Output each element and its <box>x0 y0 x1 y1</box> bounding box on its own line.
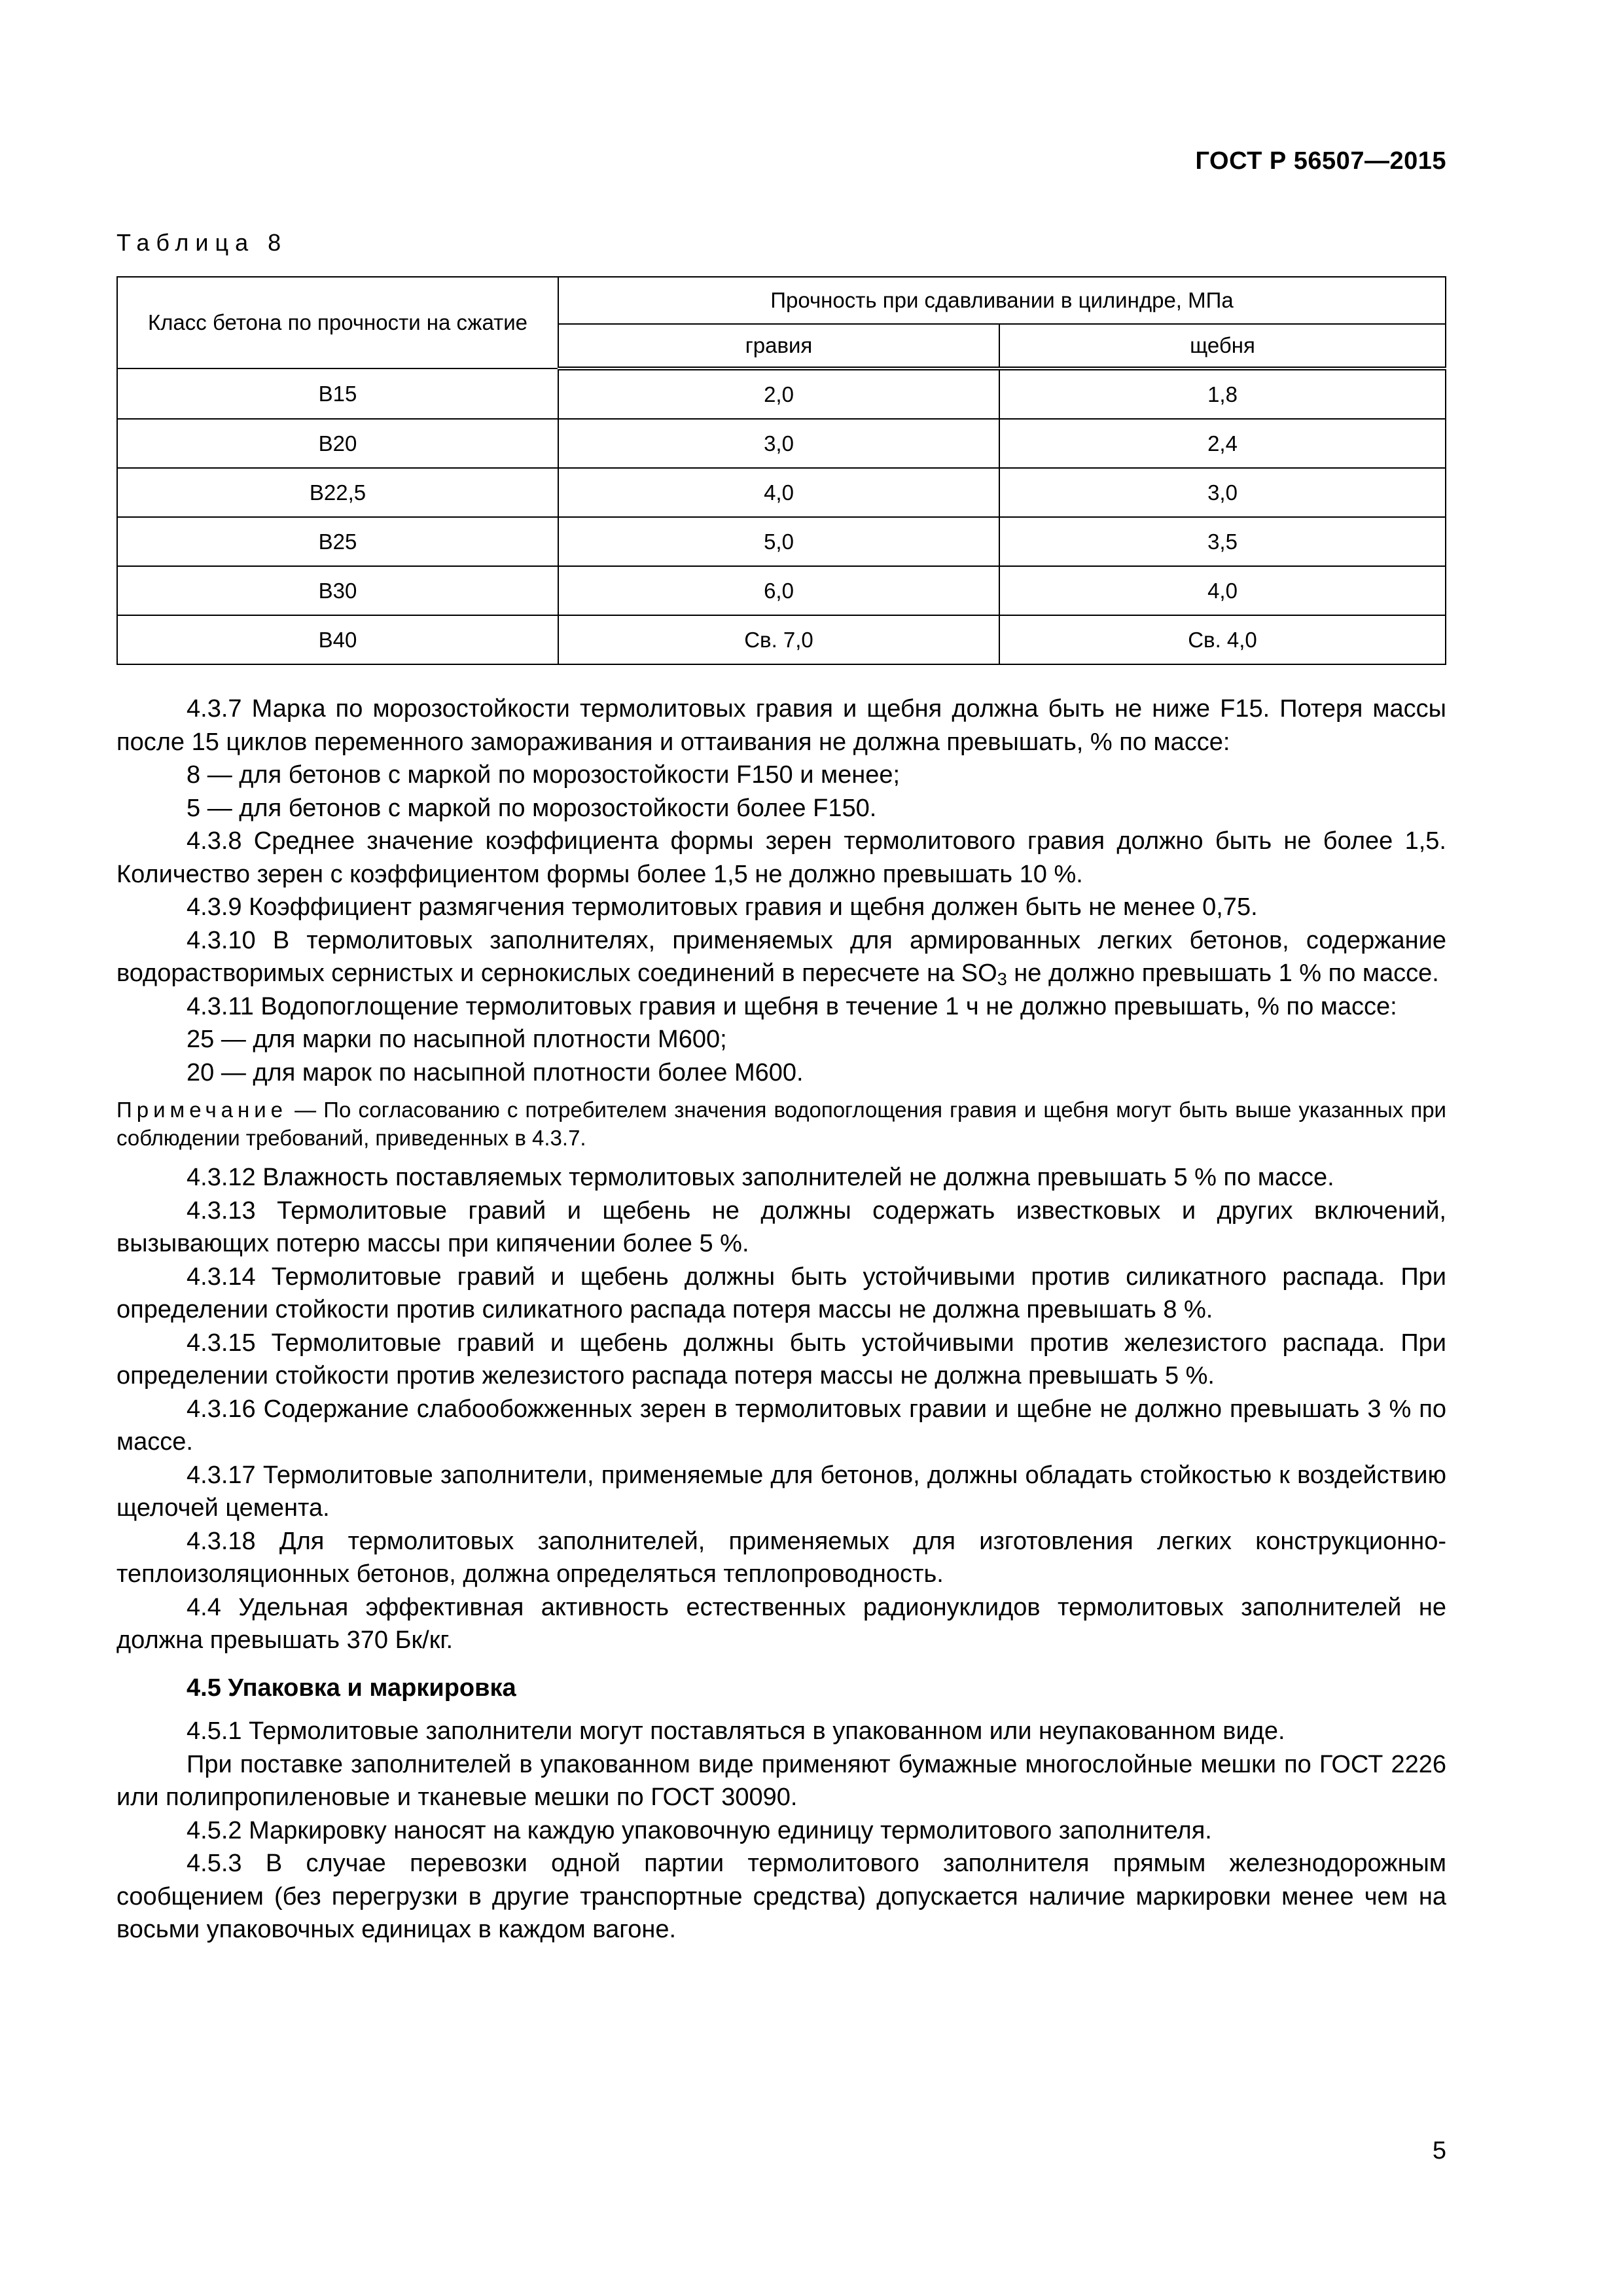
table-caption: Таблица 8 <box>116 229 288 256</box>
table-row <box>117 517 1446 566</box>
cell-class: В15 <box>117 368 558 419</box>
paragraph-text: не должно превышать 1 % по массе. <box>1007 960 1439 987</box>
cell-class: В40 <box>117 615 558 664</box>
paragraph-4-3-9: 4.3.9 Коэффициент размягчения термолитовых гравия и щебня должен быть не менее 0,75. <box>187 893 1258 921</box>
list-item: 20 — для марок по насыпной плотности более М600. <box>187 1058 804 1086</box>
paragraph-4-5-2: 4.5.2 Маркировку наносят на каждую упаковочную единицу термолитового заполнителя. <box>187 1816 1212 1844</box>
cell-crushed: Св. 4,0 <box>999 615 1446 664</box>
paragraph-4-5-3: 4.5.3 В случае перевозки одной партии термолитового заполнителя прямым железнодорожным сообщением (без перегрузки в другие транспортные средства) допускается наличие маркировки менее чем на восьми упаковочных единицах в каждом вагоне. <box>116 1850 1446 1943</box>
cell-crushed: 3,0 <box>999 468 1446 517</box>
col-header-crush-strength: Прочность при сдавливании в цилиндре, МПа <box>558 277 1446 324</box>
note <box>116 1096 1446 1152</box>
paragraph-4-3-18: 4.3.18 Для термолитовых заполнителей, применяемых для изготовления легких конструкционно-теплоизоляционных бетонов, должна определяться теплопроводность. <box>116 1527 1446 1588</box>
paragraph-4-3-13: 4.3.13 Термолитовые гравий и щебень не должны содержать известковых и других включений, вызывающих потерю массы при кипячении более 5 %. <box>116 1196 1446 1257</box>
cell-gravel: 5,0 <box>558 517 999 566</box>
paragraph-4-3-12: 4.3.12 Влажность поставляемых термолитовых заполнителей не должна превышать 5 % по массе. <box>187 1164 1334 1191</box>
cell-class: В20 <box>117 419 558 468</box>
paragraph-4-5-1-b: При поставке заполнителей в упакованном виде применяют бумажные многослойные мешки по ГОСТ 2226 или полипропиленовые и тканевые мешки по ГОСТ 30090. <box>116 1750 1446 1811</box>
paragraph-4-3-8: 4.3.8 Среднее значение коэффициента формы зерен термолитового гравия должно быть не более 1,5. Количество зерен с коэффициентом формы более 1,5 не должно превышать 10 %. <box>116 827 1446 888</box>
subscript: 3 <box>997 969 1007 989</box>
cell-class: В22,5 <box>117 468 558 517</box>
table-row <box>117 368 1446 419</box>
cell-gravel: 2,0 <box>558 368 999 419</box>
paragraph-4-3-14: 4.3.14 Термолитовые гравий и щебень должны быть устойчивыми против силикатного распада. При определении стойкости против силикатного распада потеря массы не должна превышать 8 %. <box>116 1263 1446 1323</box>
paragraph-4-3-16: 4.3.16 Содержание слабообожженных зерен в термолитовых гравии и щебне не должно превышать 3 % по массе. <box>116 1395 1446 1456</box>
list-item: 25 — для марки по насыпной плотности М600; <box>187 1026 727 1053</box>
paragraph-4-3-7: 4.3.7 Марка по морозостойкости термолитовых гравия и щебня должна быть не ниже F15. Потеря массы после 15 циклов переменного замораживания и оттаивания не должна превышать, % по массе: <box>116 695 1446 756</box>
table-row <box>117 468 1446 517</box>
col-header-crushed-stone: щебня <box>999 324 1446 368</box>
paragraph-4-4: 4.4 Удельная эффективная активность естественных радионуклидов термолитовых заполнителей не должна превышать 370 Бк/кг. <box>116 1593 1446 1654</box>
document-body <box>116 692 1446 1946</box>
col-header-concrete-class: Класс бетона по прочности на сжатие <box>117 277 558 368</box>
cell-gravel: Св. 7,0 <box>558 615 999 664</box>
cell-gravel: 4,0 <box>558 468 999 517</box>
paragraph-4-3-15: 4.3.15 Термолитовые гравий и щебень должны быть устойчивыми против железистого распада. При определении стойкости против железистого распада потеря массы не должна превышать 5 %. <box>116 1329 1446 1390</box>
page-number: 5 <box>1432 2137 1446 2164</box>
col-header-gravel: гравия <box>558 324 999 368</box>
cell-class: В25 <box>117 517 558 566</box>
document-code: ГОСТ Р 56507—2015 <box>1195 147 1446 175</box>
section-heading-4-5: 4.5 Упаковка и маркировка <box>187 1674 516 1702</box>
paragraph-4-3-11: 4.3.11 Водопоглощение термолитовых гравия и щебня в течение 1 ч не должно превышать, % по массе: <box>187 992 1397 1020</box>
list-item: 5 — для бетонов с маркой по морозостойкости более F150. <box>187 794 877 822</box>
note-text: — По согласованию с потребителем значения водопоглощения гравия и щебня могут быть выше указанных при соблюдении требований, приведенных в 4.3.7. <box>116 1098 1446 1150</box>
table-row <box>117 566 1446 615</box>
cell-crushed: 2,4 <box>999 419 1446 468</box>
list-item: 8 — для бетонов с маркой по морозостойкости F150 и менее; <box>187 761 901 789</box>
table-row <box>117 419 1446 468</box>
paragraph-4-3-17: 4.3.17 Термолитовые заполнители, применяемые для бетонов, должны обладать стойкостью к воздействию щелочей цемента. <box>116 1461 1446 1522</box>
cell-class: В30 <box>117 566 558 615</box>
paragraph-4-3-10 <box>116 924 1446 990</box>
paragraph-4-5-1: 4.5.1 Термолитовые заполнители могут поставляться в упакованном или неупакованном виде. <box>187 1717 1285 1745</box>
cell-gravel: 3,0 <box>558 419 999 468</box>
cell-gravel: 6,0 <box>558 566 999 615</box>
strength-table <box>116 276 1446 665</box>
cell-crushed: 1,8 <box>999 368 1446 419</box>
paragraph-text: 4.3.10 В термолитовых заполнителях, применяемых для армированных легких бетонов, содержание водорастворимых сернистых и сернокислых соединений в пересчете на SO <box>116 926 1446 987</box>
table-row <box>117 615 1446 664</box>
note-label: Примечание <box>116 1098 288 1122</box>
cell-crushed: 3,5 <box>999 517 1446 566</box>
cell-crushed: 4,0 <box>999 566 1446 615</box>
